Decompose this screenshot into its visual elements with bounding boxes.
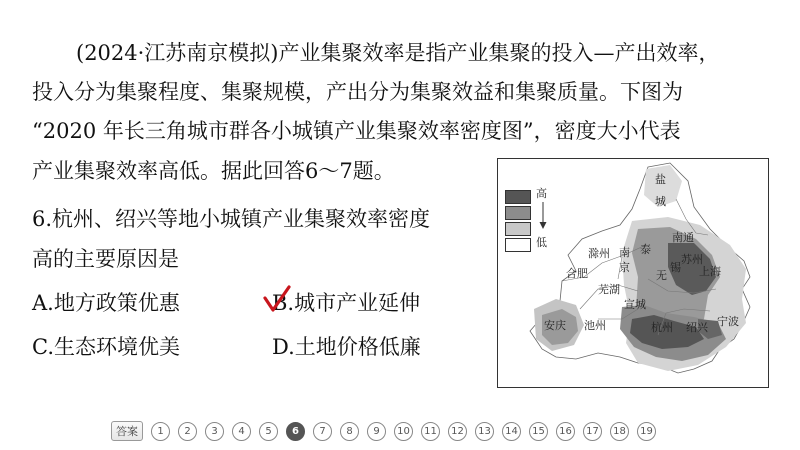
city-label-wuxi-2: 锡 (670, 261, 681, 274)
city-label-hangzhou: 杭州 (651, 321, 673, 334)
density-map (497, 158, 769, 388)
question-nav (111, 420, 664, 442)
question-number-button[interactable]: 7 (313, 422, 332, 441)
legend-swatch-low (505, 222, 531, 236)
legend-low-label: 低 (536, 236, 547, 249)
city-label-anqing: 安庆 (544, 319, 566, 332)
question-number-button[interactable]: 15 (529, 422, 548, 441)
question-number-button[interactable]: 19 (637, 422, 656, 441)
question-number-button[interactable]: 4 (232, 422, 251, 441)
city-label-nanjing-2: 京 (619, 261, 630, 274)
option-d[interactable]: D.土地价格低廉 (272, 335, 421, 359)
checkmark-icon (262, 284, 292, 314)
city-label-wuhu: 芜湖 (598, 283, 620, 296)
question-number-button[interactable]: 17 (583, 422, 602, 441)
city-label-yancheng-2: 城 (655, 195, 666, 208)
question-number-button[interactable]: 14 (502, 422, 521, 441)
passage-line-4: 产业集聚效率高低。据此回答6～7题。 (32, 159, 395, 183)
passage-line-1: (2024·江苏南京模拟)产业集聚效率是指产业集聚的投入—产出效率， (76, 41, 720, 65)
city-label-shanghai: 上海 (699, 265, 721, 278)
question-number-button[interactable]: 18 (610, 422, 629, 441)
option-c[interactable]: C.生态环境优美 (32, 335, 180, 359)
passage-line-3: “2020 年长三角城市群各小城镇产业集聚效率密度图”，密度大小代表 (32, 119, 681, 143)
answer-button[interactable]: 答案 (111, 421, 143, 441)
legend-arrow-icon (538, 201, 548, 231)
city-label-hefei: 合肥 (566, 267, 588, 280)
legend-swatch-lowest (505, 238, 531, 252)
city-label-suzhou: 苏州 (681, 253, 703, 266)
question-number-button[interactable]: 11 (421, 422, 440, 441)
legend-high-label: 高 (536, 187, 547, 200)
city-label-yancheng-1: 盐 (655, 173, 666, 186)
city-label-nantong: 南通 (672, 231, 694, 244)
option-b[interactable]: B.城市产业延伸 (272, 291, 421, 315)
question-number-button[interactable]: 3 (205, 422, 224, 441)
question-number-button[interactable]: 5 (259, 422, 278, 441)
passage-line-2: 投入分为集聚程度、集聚规模，产出分为集聚效益和集聚质量。下图为 (32, 80, 683, 104)
question-number-list (151, 422, 664, 441)
question-number-button[interactable]: 9 (367, 422, 386, 441)
city-label-xuancheng: 宣城 (624, 298, 646, 311)
legend-swatch-high (505, 206, 531, 220)
question-number-button[interactable]: 12 (448, 422, 467, 441)
city-label-chizhou: 池州 (584, 319, 606, 332)
question-number-button[interactable]: 8 (340, 422, 359, 441)
question-stem-line-1: 6.杭州、绍兴等地小城镇产业集聚效率密度 (32, 207, 431, 231)
question-number-button[interactable]: 13 (475, 422, 494, 441)
city-label-ningbo: 宁波 (717, 315, 739, 328)
city-label-taizhou: 泰 (640, 243, 651, 256)
question-number-button[interactable]: 10 (394, 422, 413, 441)
legend-swatch-highest (505, 190, 531, 204)
city-label-chuzhou: 滁州 (588, 247, 610, 260)
question-number-button[interactable]: 6 (286, 422, 305, 441)
city-label-wuxi-1: 无 (656, 269, 667, 282)
option-a[interactable]: A.地方政策优惠 (32, 291, 180, 315)
question-number-button[interactable]: 16 (556, 422, 575, 441)
question-stem-line-2: 高的主要原因是 (32, 247, 179, 271)
question-number-button[interactable]: 2 (178, 422, 197, 441)
city-label-nanjing-1: 南 (619, 246, 630, 259)
question-number-button[interactable]: 1 (151, 422, 170, 441)
city-label-shaoxing: 绍兴 (686, 321, 708, 334)
